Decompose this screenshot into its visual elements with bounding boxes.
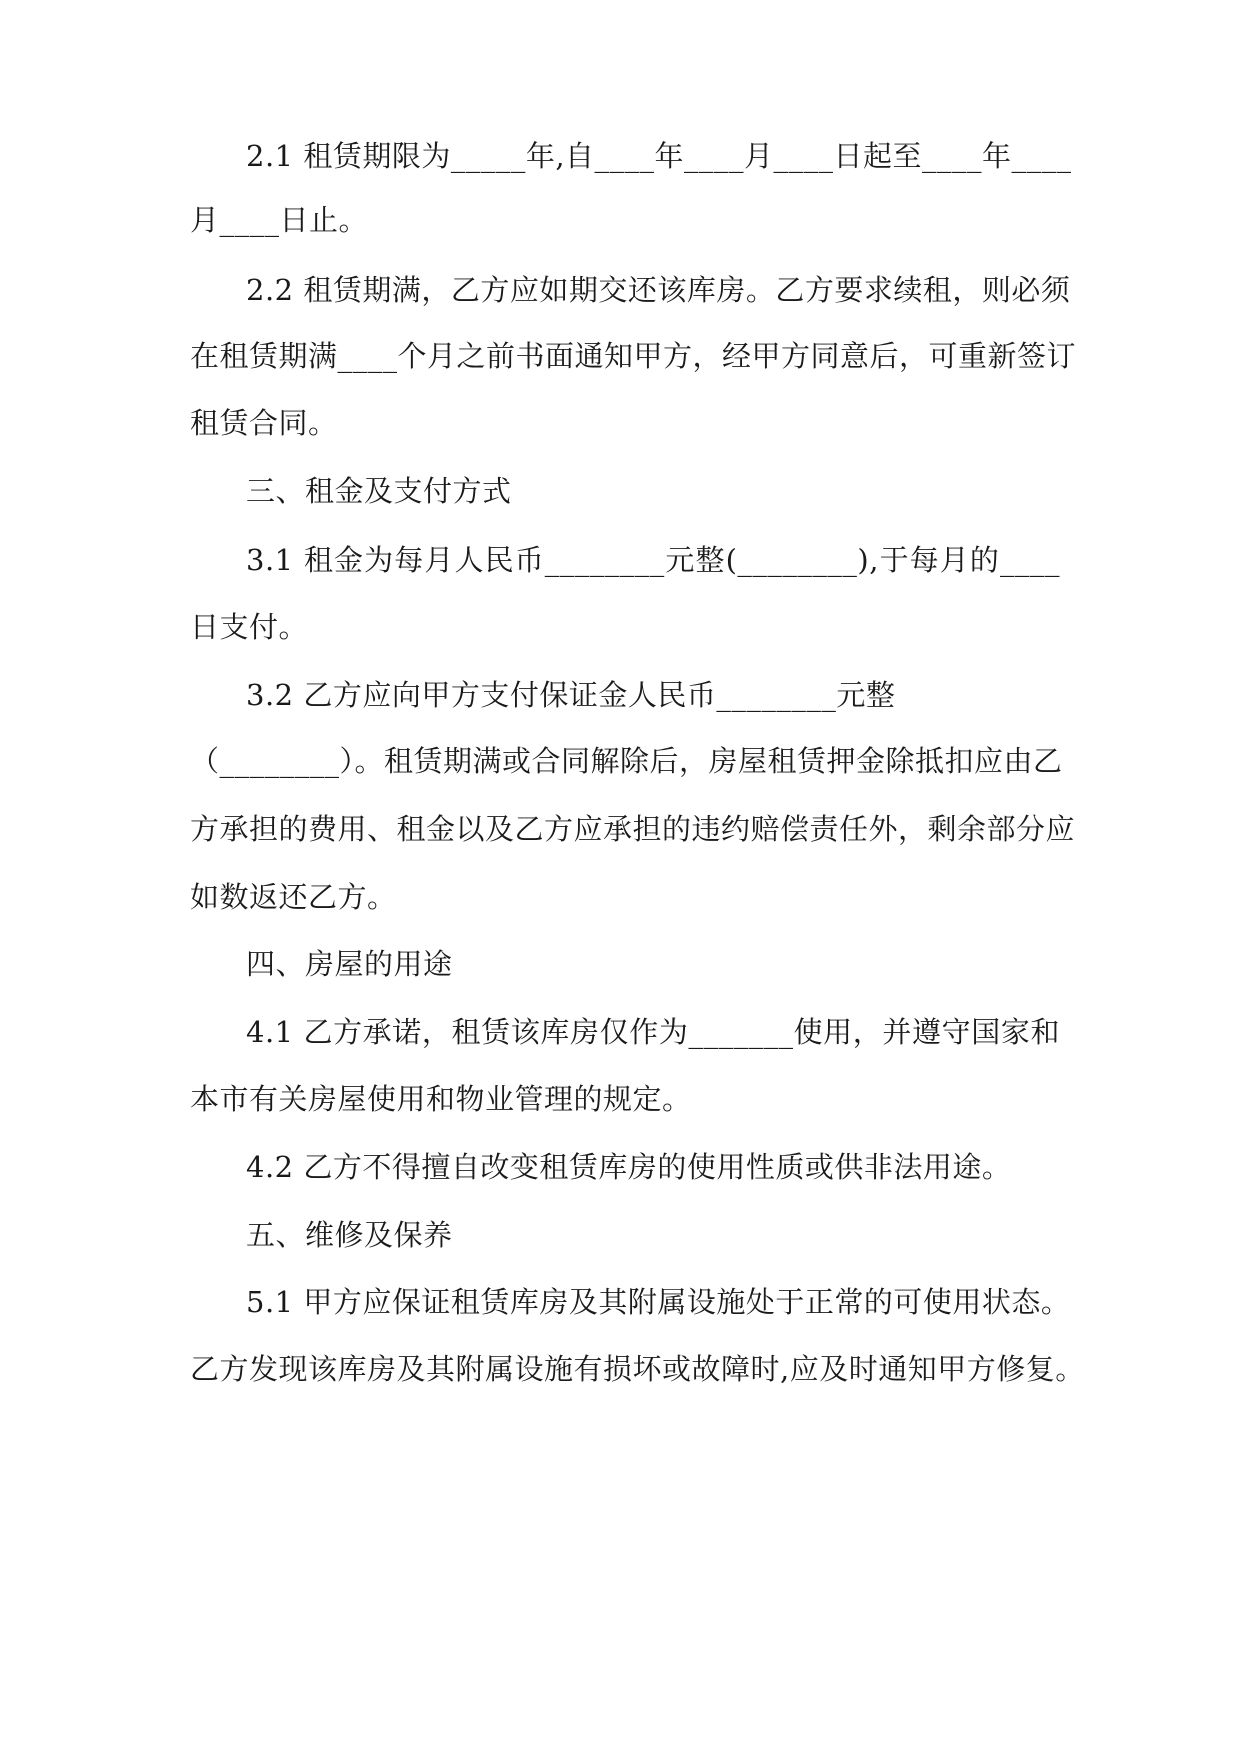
clause-3-1-line-1: 3.1 租金为每月人民币________元整(________),于每月的____ <box>246 543 1060 577</box>
clause-3-2-line-1: 3.2 乙方应向甲方支付保证金人民币________元整 <box>246 678 896 712</box>
section-4-heading: 四、房屋的用途 <box>246 947 453 981</box>
clause-5-1-line-2: 乙方发现该库房及其附属设施有损坏或故障时,应及时通知甲方修复。 <box>190 1352 1085 1386</box>
clause-3-2-line-3: 方承担的费用、租金以及乙方应承担的违约赔偿责任外，剩余部分应 <box>190 812 1076 846</box>
clause-3-2-line-4: 如数返还乙方。 <box>190 880 397 914</box>
clause-2-1-line-2: 月____日止。 <box>190 203 369 237</box>
section-3-heading: 三、租金及支付方式 <box>246 474 512 508</box>
clause-2-1-line-1: 2.1 租赁期限为_____年,自____年____月____日起至____年____ <box>246 139 1072 173</box>
clause-3-1-line-2: 日支付。 <box>190 610 309 644</box>
clause-2-2-line-3: 租赁合同。 <box>190 406 338 440</box>
clause-2-2-line-1: 2.2 租赁期满，乙方应如期交还该库房。乙方要求续租，则必须 <box>246 273 1071 307</box>
section-5-heading: 五、维修及保养 <box>246 1218 453 1252</box>
clause-5-1-line-1: 5.1 甲方应保证租赁库房及其附属设施处于正常的可使用状态。 <box>246 1285 1071 1319</box>
clause-4-2-line-1: 4.2 乙方不得擅自改变租赁库房的使用性质或供非法用途。 <box>246 1150 1012 1184</box>
clause-4-1-line-2: 本市有关房屋使用和物业管理的规定。 <box>190 1082 692 1116</box>
clause-2-2-line-2: 在租赁期满____个月之前书面通知甲方，经甲方同意后，可重新签订 <box>190 339 1077 373</box>
clause-4-1-line-1: 4.1 乙方承诺，租赁该库房仅作为_______使用，并遵守国家和 <box>246 1015 1060 1049</box>
clause-3-2-line-2: （________）。租赁期满或合同解除后，房屋租赁押金除抵扣应由乙 <box>190 744 1063 778</box>
